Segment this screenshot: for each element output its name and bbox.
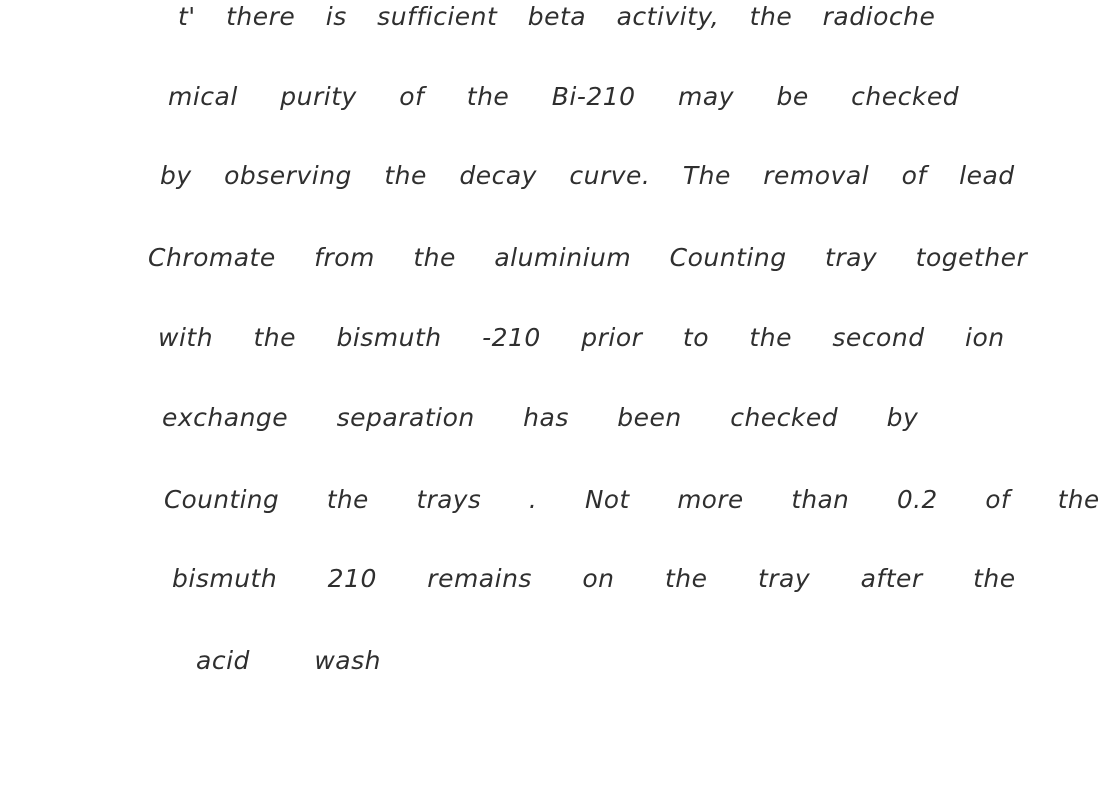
text-line-6: exchange separation has been checked by: [162, 403, 919, 432]
text-line-7: Counting the trays . Not more than 0.2 of the: [164, 485, 1100, 514]
text-line-4: Chromate from the aluminium Counting tray together: [148, 243, 1028, 272]
text-line-3: by observing the decay curve. The removal of lead: [160, 161, 1015, 190]
text-line-9: acid wash: [196, 646, 381, 675]
text-line-8: bismuth 210 remains on the tray after the: [172, 564, 1016, 593]
text-line-1: t' there is sufficient beta activity, the radioche: [178, 2, 936, 31]
text-line-2: mical purity of the Bi-210 may be checked: [168, 82, 960, 111]
text-line-5: with the bismuth -210 prior to the second ion: [158, 323, 1005, 352]
